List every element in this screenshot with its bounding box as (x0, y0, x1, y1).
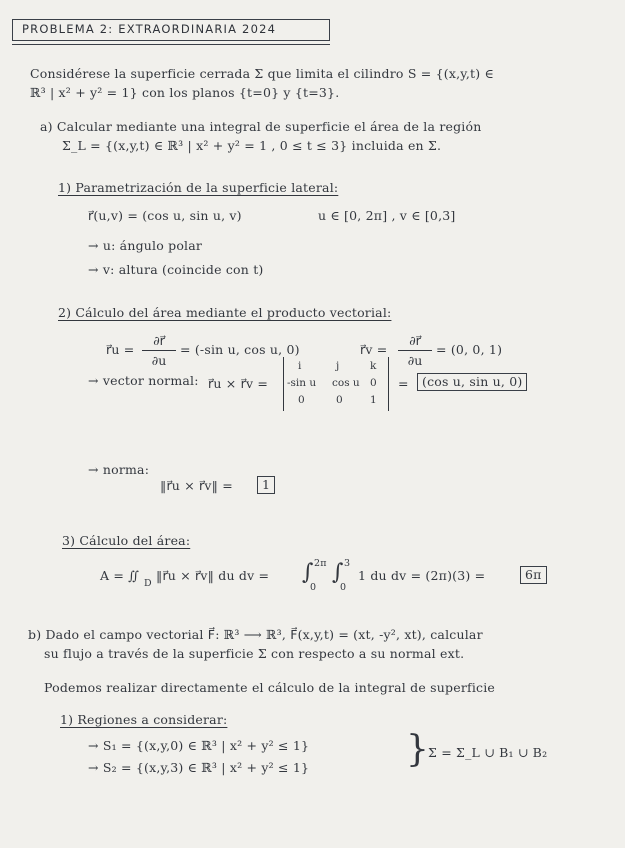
step1-heading: 1) Parametrización de la superficie lateral: (58, 180, 339, 195)
norm-label: → norma: (88, 462, 150, 477)
title-underline (12, 44, 330, 45)
integral-sign-u: ∫ (302, 560, 314, 585)
ru-rhs: = (-sin u, cos u, 0) (180, 342, 300, 357)
area-result: 6π (520, 566, 547, 584)
parameter-domain: u ∈ [0, 2π] , v ∈ [0,3] (318, 208, 456, 223)
normal-label: → vector normal: (88, 373, 199, 388)
region-s2: → S₂ = {(x,y,3) ∈ ℝ³ | x² + y² ≤ 1} (88, 760, 310, 775)
integral-u-lower: 0 (310, 582, 317, 593)
ru-den: ∂u (151, 353, 167, 368)
ru-derivative (142, 333, 176, 368)
matrix-cell: 0 (370, 377, 377, 389)
part-b-line-3: Podemos realizar directamente el cálculo de la integral de superficie (44, 680, 496, 695)
ru-lhs: r⃗u = (106, 342, 135, 357)
rv-derivative (398, 333, 432, 368)
matrix-cell: 0 (298, 394, 305, 406)
integral-sign-v: ∫ (332, 560, 344, 585)
area-domain-sub: D (144, 578, 152, 589)
surface-union: Σ = Σ_L ∪ B₁ ∪ B₂ (428, 745, 548, 760)
matrix-cell: cos u (332, 377, 360, 389)
integral-u-upper: 2π (314, 558, 327, 569)
part-b-line-2: su flujo a través de la superficie Σ con respecto a su normal ext. (44, 646, 465, 661)
matrix-cell: k (370, 360, 377, 372)
determinant-matrix (283, 357, 389, 411)
ru-num: ∂r⃗ (153, 333, 165, 348)
region-s1: → S₁ = {(x,y,0) ∈ ℝ³ | x² + y² ≤ 1} (88, 738, 310, 753)
fraction-bar (142, 350, 176, 351)
equals-sign: = (398, 376, 409, 391)
note-u: → u: ángulo polar (88, 238, 203, 253)
problem-title: PROBLEMA 2: EXTRAORDINARIA 2024 (22, 22, 277, 36)
rv-num: ∂r⃗ (409, 333, 421, 348)
integral-v-upper: 3 (344, 558, 351, 569)
area-lhs: A = ∬ (100, 568, 140, 583)
part-a-line-2: Σ_L = {(x,y,t) ∈ ℝ³ | x² + y² = 1 , 0 ≤ t ≤ 3} incluida en Σ. (62, 138, 442, 153)
cross-product: r⃗u × r⃗v = (208, 376, 269, 391)
rv-rhs: = (0, 0, 1) (436, 342, 503, 357)
matrix-cell: i (298, 360, 302, 372)
matrix-cell: 1 (370, 394, 377, 406)
regions-heading: 1) Regiones a considerar: (60, 712, 228, 727)
intro-line-1: Considérese la superficie cerrada Σ que limita el cilindro S = {(x,y,t) ∈ (30, 66, 494, 81)
integral-v-lower: 0 (340, 582, 347, 593)
step2-heading: 2) Cálculo del área mediante el producto vectorial: (58, 305, 392, 320)
parametrization: r⃗(u,v) = (cos u, sin u, v) (88, 208, 242, 223)
closing-brace: } (406, 729, 429, 770)
matrix-cell: -sin u (287, 377, 317, 389)
step3-heading: 3) Cálculo del área: (62, 533, 191, 548)
area-integrand: ‖r⃗u × r⃗v‖ du dv = (156, 568, 270, 583)
fraction-bar (398, 350, 432, 351)
matrix-cell: j (336, 360, 340, 372)
note-v: → v: altura (coincide con t) (88, 262, 264, 277)
cross-result: (cos u, sin u, 0) (417, 373, 527, 391)
area-computation: 1 du dv = (2π)(3) = (358, 568, 486, 583)
norm-expression: ‖r⃗u × r⃗v‖ = (160, 478, 233, 493)
rv-den: ∂u (407, 353, 423, 368)
intro-line-2: ℝ³ | x² + y² = 1} con los planos {t=0} y {t=3}. (30, 85, 340, 100)
part-b-line-1: b) Dado el campo vectorial F⃗: ℝ³ ⟶ ℝ³, F⃗(x,y,t) = (xt, -y², xt), calcular (28, 627, 483, 642)
part-a-line-1: a) Calcular mediante una integral de superficie el área de la región (40, 119, 482, 134)
matrix-cell: 0 (336, 394, 343, 406)
norm-value: 1 (257, 476, 275, 494)
rv-lhs: r⃗v = (360, 342, 388, 357)
